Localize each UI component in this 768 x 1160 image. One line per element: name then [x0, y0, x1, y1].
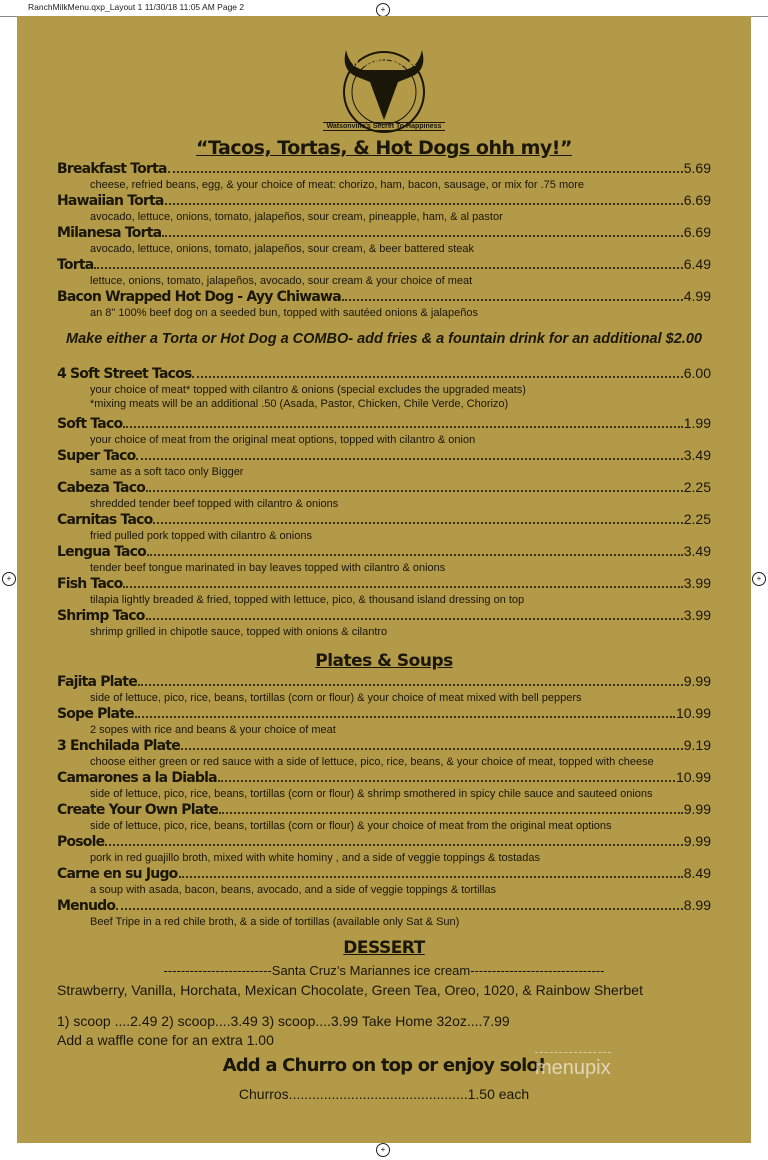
menu-item — [57, 673, 711, 705]
menu-item-row — [57, 607, 711, 625]
tortas-section — [57, 160, 711, 320]
item-price: 1.99 — [683, 415, 711, 431]
menu-item-row — [57, 897, 711, 915]
item-description: shredded tender beef topped with cilantro & onions — [90, 498, 339, 510]
dessert-heading: DESSERT — [343, 938, 425, 958]
crop-mark — [751, 16, 768, 17]
menu-item-row — [57, 479, 711, 497]
dot-leader — [138, 684, 683, 686]
item-name: Breakfast Torta — [57, 161, 167, 177]
item-price: 10.99 — [675, 705, 711, 721]
item-description: *mixing meats will be an additional .50 (Asada, Pastor, Chicken, Chile Verde, Chorizo) — [90, 398, 509, 410]
item-name: Posole — [57, 834, 105, 850]
item-price: 6.00 — [683, 365, 711, 381]
item-name: Carnitas Taco — [57, 512, 153, 528]
crop-mark — [0, 16, 17, 17]
item-description: pork in red guajillo broth, mixed with white hominy , and a side of veggie toppings & tostadas — [90, 852, 541, 864]
item-name: Carne en su Jugo — [57, 866, 178, 882]
churro-heading: Add a Churro on top or enjoy solo! — [222, 1055, 546, 1076]
item-description: tilapia lightly breaded & fried, topped with lettuce, pico, & thousand island dressing on top — [90, 594, 525, 606]
waffle-cone-note: Add a waffle cone for an extra 1.00 — [57, 1032, 274, 1048]
menu-item — [57, 415, 711, 447]
scoop-prices: 1) scoop ....2.49 2) scoop....3.49 3) scoop....3.99 Take Home 32oz....7.99 — [57, 1013, 510, 1029]
svg-text:RANCH MILK: RANCH MILK — [352, 59, 416, 69]
item-description: Beef Tripe in a red chile broth, & a side of tortillas (available only Sat & Sun) — [90, 916, 460, 928]
ranch-milk-logo — [338, 42, 430, 134]
dot-leader — [168, 171, 683, 173]
dot-leader — [123, 586, 682, 588]
dot-leader — [147, 554, 683, 556]
menu-item — [57, 897, 711, 929]
item-price: 6.49 — [683, 256, 711, 272]
menu-item-row — [57, 511, 711, 529]
item-name: Menudo — [57, 898, 116, 914]
menu-item — [57, 575, 711, 607]
menu-item-row — [57, 288, 711, 306]
registration-mark-icon: + — [376, 1143, 390, 1157]
item-price: 10.99 — [675, 769, 711, 785]
dot-leader — [123, 426, 682, 428]
item-description: avocado, lettuce, onions, tomato, jalapeños, sour cream, & beer battered steak — [90, 243, 475, 255]
item-description: cheese, refried beans, egg, & your choice of meat: chorizo, ham, bacon, sausage, or mix for .75 more — [90, 179, 585, 191]
item-name: Sope Plate — [57, 706, 134, 722]
item-price: 8.99 — [683, 897, 711, 913]
item-name: Torta — [57, 257, 94, 273]
menu-item-row — [57, 192, 711, 210]
item-price: 6.69 — [683, 224, 711, 240]
menu-item — [57, 865, 711, 897]
item-price: 9.99 — [683, 673, 711, 689]
menu-item — [57, 737, 711, 769]
item-price: 3.99 — [683, 607, 711, 623]
item-description: 2 sopes with rice and beans & your choice of meat — [90, 724, 336, 736]
churros-price: Churros..............................................1.50 each — [238, 1086, 530, 1102]
print-slug: RanchMilkMenu.qxp_Layout 1 11/30/18 11:05 AM Page 2 — [28, 2, 245, 12]
menupix-watermark: menupix — [535, 1052, 611, 1080]
menu-item — [57, 543, 711, 575]
dot-leader — [146, 490, 683, 492]
registration-mark-icon: + — [752, 572, 766, 586]
menu-item — [57, 224, 711, 256]
item-description: side of lettuce, pico, rice, beans, tortillas (corn or flour) & your choice of meat mixed with bell peppers — [90, 692, 582, 704]
dot-leader — [165, 203, 683, 205]
ice-cream-brand: -------------------------Santa Cruz’s Mariannes ice cream------------------------------- — [163, 963, 605, 978]
item-description: side of lettuce, pico, rice, beans, tortillas (corn or flour) & shrimp smothered in spicy chile sauce and sauteed onions — [90, 788, 653, 800]
plates-section — [57, 673, 711, 929]
item-description: same as a soft taco only Bigger — [90, 466, 244, 478]
item-description: your choice of meat from the original meat options, topped with cilantro & onion — [90, 434, 476, 446]
dot-leader — [136, 458, 682, 460]
dot-leader — [179, 876, 683, 878]
menu-item-row — [57, 769, 711, 787]
item-name: Fajita Plate — [57, 674, 137, 690]
item-name: Super Taco — [57, 448, 136, 464]
tagline: Watsonville's Secret To Happiness — [0, 123, 768, 130]
menu-item-row — [57, 415, 711, 433]
registration-mark-icon: + — [376, 3, 390, 17]
item-name: Milanesa Torta — [57, 225, 162, 241]
item-price: 4.99 — [683, 288, 711, 304]
item-name: Create Your Own Plate — [57, 802, 218, 818]
menu-item — [57, 160, 711, 192]
menu-item-row — [57, 575, 711, 593]
item-description: an 8" 100% beef dog on a seeded bun, topped with sautéed onions & jalapeños — [90, 307, 478, 319]
tacos-section — [57, 365, 711, 639]
dot-leader — [153, 522, 682, 524]
combo-note: Make either a Torta or Hot Dog a COMBO- add fries & a fountain drink for an additional $2.00 — [66, 331, 702, 347]
item-description: shrimp grilled in chipotle sauce, topped with onions & cilantro — [90, 626, 388, 638]
menu-item-row — [57, 447, 711, 465]
menu-item — [57, 769, 711, 801]
item-name: Shrimp Taco — [57, 608, 145, 624]
item-price: 3.99 — [683, 575, 711, 591]
dot-leader — [94, 267, 682, 269]
menu-item — [57, 288, 711, 320]
item-description: tender beef tongue marinated in bay leaves topped with cilantro & onions — [90, 562, 446, 574]
item-name: Fish Taco — [57, 576, 123, 592]
item-price: 9.19 — [683, 737, 711, 753]
menu-item — [57, 192, 711, 224]
menu-item-row — [57, 160, 711, 178]
item-name: Lengua Taco — [57, 544, 147, 560]
menu-item — [57, 607, 711, 639]
item-price: 9.99 — [683, 833, 711, 849]
dot-leader — [162, 235, 683, 237]
registration-mark-icon: + — [2, 572, 16, 586]
item-name: 3 Enchilada Plate — [57, 738, 180, 754]
item-price: 3.49 — [683, 447, 711, 463]
menu-item — [57, 801, 711, 833]
dot-leader — [219, 812, 683, 814]
dot-leader — [342, 299, 683, 301]
plates-heading: Plates & Soups — [315, 651, 453, 671]
dot-leader — [135, 716, 675, 718]
dot-leader — [105, 844, 682, 846]
dot-leader — [192, 376, 682, 378]
menu-item-row — [57, 737, 711, 755]
tacos-tortas-heading: “Tacos, Tortas, & Hot Dogs ohh my!” — [196, 137, 572, 159]
menu-item-row — [57, 224, 711, 242]
item-description: a soup with asada, bacon, beans, avocado, and a side of veggie toppings & tortillas — [90, 884, 497, 896]
item-description: your choice of meat* topped with cilantro & onions (special excludes the upgraded meats) — [90, 384, 526, 396]
menu-item — [57, 511, 711, 543]
menu-item — [57, 833, 711, 865]
item-description: lettuce, onions, tomato, jalapeños, avocado, sour cream & your choice of meat — [90, 275, 473, 287]
item-name: Camarones a la Diabla — [57, 770, 217, 786]
menu-item-row — [57, 801, 711, 819]
menu-item-row — [57, 865, 711, 883]
menu-item — [57, 447, 711, 479]
menu-item — [57, 365, 711, 415]
item-description: fried pulled pork topped with cilantro & onions — [90, 530, 312, 542]
dot-leader — [218, 780, 675, 782]
item-description: choose either green or red sauce with a side of lettuce, pico, rice, beans, & your choice of meat, topped with cheese — [90, 756, 654, 768]
menu-item-row — [57, 833, 711, 851]
menu-item — [57, 705, 711, 737]
menu-item-row — [57, 543, 711, 561]
item-name: Hawaiian Torta — [57, 193, 164, 209]
menu-item-row — [57, 365, 711, 383]
dot-leader — [146, 618, 683, 620]
item-price: 5.69 — [683, 160, 711, 176]
item-name: Soft Taco — [57, 416, 123, 432]
item-name: Cabeza Taco — [57, 480, 146, 496]
ice-cream-flavors: Strawberry, Vanilla, Horchata, Mexican Chocolate, Green Tea, Oreo, 1020, & Rainbow Sherbet — [57, 982, 643, 998]
item-price: 2.25 — [683, 479, 711, 495]
dot-leader — [116, 908, 683, 910]
item-price: 8.49 — [683, 865, 711, 881]
menu-item-row — [57, 673, 711, 691]
item-name: Bacon Wrapped Hot Dog - Ayy Chiwawa — [57, 289, 341, 305]
menu-item-row — [57, 256, 711, 274]
menu-item-row — [57, 705, 711, 723]
item-description: side of lettuce, pico, rice, beans, tortillas (corn or flour) & your choice of meat from the original meat options — [90, 820, 612, 832]
item-description: avocado, lettuce, onions, tomato, jalapeños, sour cream, pineapple, ham, & al pastor — [90, 211, 503, 223]
dot-leader — [181, 748, 683, 750]
item-price: 6.69 — [683, 192, 711, 208]
item-price: 9.99 — [683, 801, 711, 817]
item-price: 3.49 — [683, 543, 711, 559]
item-price: 2.25 — [683, 511, 711, 527]
menu-item — [57, 256, 711, 288]
menu-item — [57, 479, 711, 511]
item-name: 4 Soft Street Tacos — [57, 366, 192, 382]
